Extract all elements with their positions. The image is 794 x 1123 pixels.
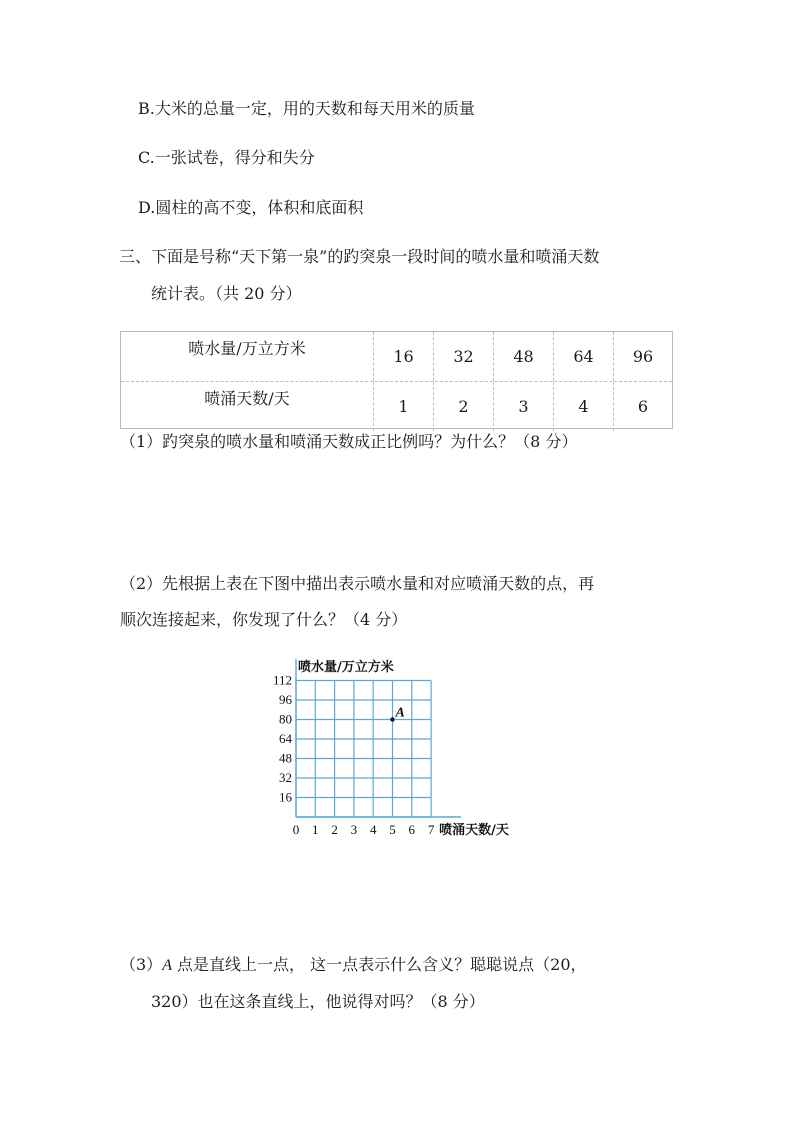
question-2-cont: 顺次连接起来，你发现了什么？（4 分） bbox=[120, 610, 408, 629]
y-tick-label: 48 bbox=[279, 750, 292, 766]
question-2: （2）先根据上表在下图中描出表示喷水量和对应喷涌天数的点，再 bbox=[120, 574, 595, 593]
table-cell: 3 bbox=[494, 382, 554, 431]
table-cell: 48 bbox=[494, 332, 554, 381]
y-tick-label: 96 bbox=[279, 692, 292, 707]
table-cell: 32 bbox=[434, 332, 494, 381]
option-b: B.大米的总量一定，用的天数和每天用米的质量 bbox=[138, 99, 475, 118]
question-1: （1）趵突泉的喷水量和喷涌天数成正比例吗？为什么？（8 分） bbox=[120, 432, 578, 451]
y-axis-label: 喷水量/万立方米 bbox=[298, 660, 394, 675]
row-header-water: 喷水量/万立方米 bbox=[121, 332, 374, 381]
table-row-days bbox=[121, 381, 672, 431]
question-3 bbox=[120, 955, 587, 976]
x-tick-label: 0 bbox=[292, 822, 300, 837]
x-tick-label: 7 bbox=[427, 822, 435, 837]
table-cell: 96 bbox=[632, 347, 654, 366]
row-header-days: 喷涌天数/天 bbox=[121, 382, 374, 431]
x-tick-label: 6 bbox=[408, 822, 416, 837]
x-tick-label: 4 bbox=[369, 822, 377, 837]
data-point bbox=[390, 717, 394, 721]
x-tick-label: 1 bbox=[312, 822, 319, 837]
table-cell: 4 bbox=[554, 382, 614, 431]
scatter-chart bbox=[260, 655, 540, 845]
table-row-water bbox=[121, 332, 672, 381]
table-cell: 6 bbox=[637, 397, 649, 416]
data-table bbox=[120, 331, 673, 429]
option-c: C.一张试卷，得分和失分 bbox=[138, 148, 315, 167]
y-tick-label: 16 bbox=[279, 789, 292, 805]
section-3-title: 三、下面是号称“天下第一泉”的趵突泉一段时间的喷水量和喷涌天数 bbox=[119, 247, 600, 266]
table-cell: 64 bbox=[554, 332, 614, 381]
point-label: A bbox=[395, 705, 405, 721]
x-tick-label: 2 bbox=[331, 822, 338, 837]
point-a-reference: A bbox=[162, 957, 172, 974]
y-tick-label: 80 bbox=[279, 711, 292, 727]
table-cell: 1 bbox=[374, 382, 434, 431]
question-3-cont: 320）也在这条直线上，他说得对吗？（8 分） bbox=[151, 992, 485, 1011]
y-tick-label: 112 bbox=[272, 672, 292, 688]
question-3-number: （3） bbox=[120, 955, 163, 974]
x-tick-label: 3 bbox=[350, 822, 358, 837]
option-d: D.圆柱的高不变，体积和底面积 bbox=[138, 198, 364, 217]
section-3-title-cont: 统计表。（共 20 分） bbox=[151, 284, 302, 303]
x-axis-label: 喷涌天数/天 bbox=[439, 823, 509, 838]
y-tick-label: 32 bbox=[279, 770, 292, 785]
table-cell: 2 bbox=[434, 382, 494, 431]
question-3-text: 点是直线上一点， 这一点表示什么含义？聪聪说点（20， bbox=[171, 955, 587, 974]
y-tick-label: 64 bbox=[279, 731, 292, 746]
table-cell: 16 bbox=[374, 332, 434, 381]
x-tick-label: 5 bbox=[389, 822, 396, 837]
